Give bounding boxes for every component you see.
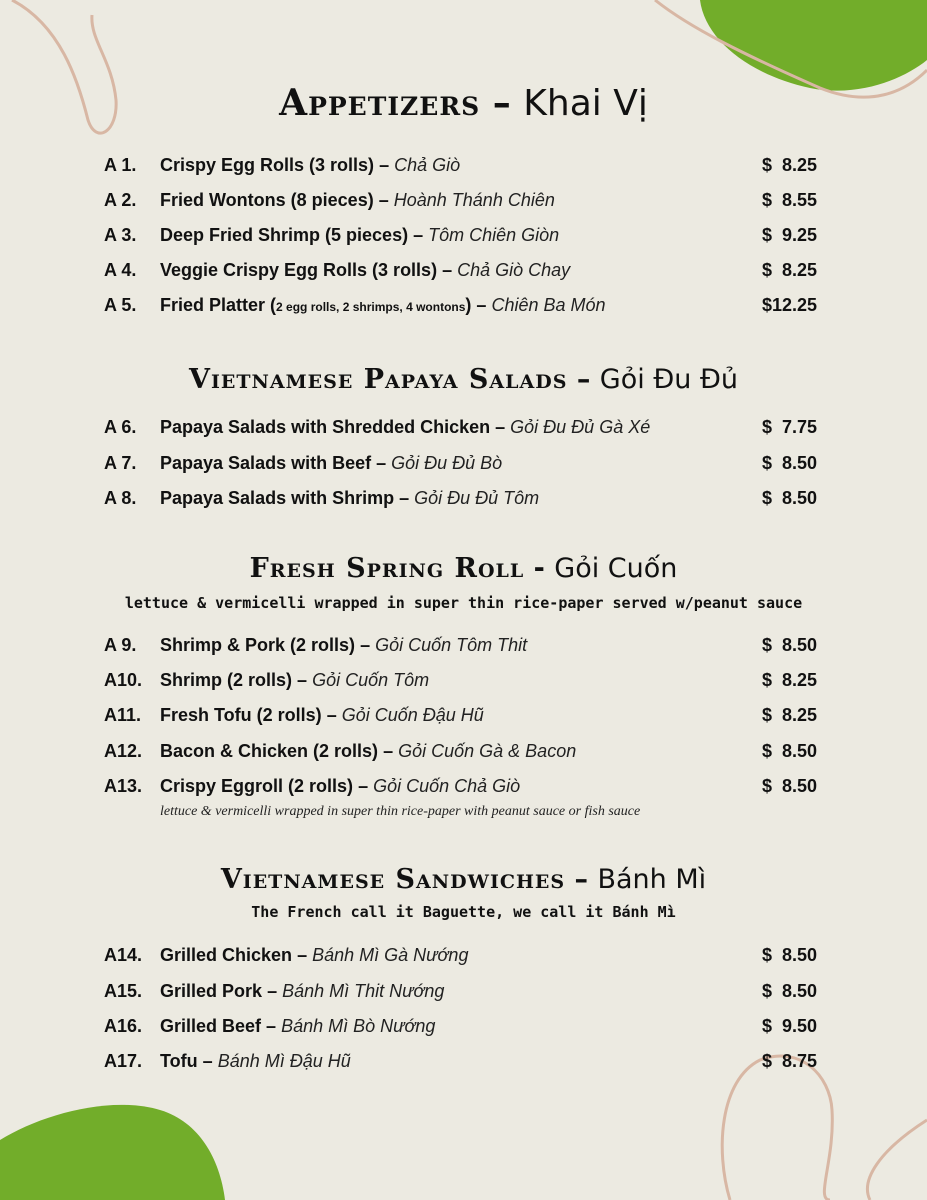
item-code: A16. [104, 1016, 143, 1036]
item-price: $ 7.75 [762, 417, 818, 437]
item-note: lettuce & vermicelli wrapped in super thin rice-paper with peanut sauce or fish sauce [160, 804, 641, 819]
section-subtitle: lettuce & vermicelli wrapped in super thin rice-paper served w/peanut sauce [124, 594, 803, 612]
menu-item: A 6. Papaya Salads with Shredded Chicken – Gỏi Đu Đủ Gà Xé $ 7.75 [0, 417, 927, 441]
menu-item: A 2. Fried Wontons (8 pieces) – Hoành Thánh Chiên $ 8.55 [0, 190, 927, 214]
item-price: $ 8.25 [762, 155, 818, 175]
item-name: Grilled Pork [160, 981, 263, 1001]
item-name: Crispy Eggroll (2 rolls) [160, 776, 354, 796]
item-price: $ 9.25 [762, 225, 818, 245]
item-price: $ 8.50 [762, 635, 818, 655]
section-title-en: Fresh Spring Roll [249, 553, 525, 584]
item-code: A 8. [104, 488, 137, 508]
item-name-vi: Bánh Mì Bò Nướng [281, 1016, 436, 1036]
item-name: Grilled Chicken [160, 945, 293, 965]
item-name: Shrimp & Pork (2 rolls) [160, 635, 356, 655]
menu-item: A13. Crispy Eggroll (2 rolls) – Gỏi Cuốn Chả Giò $ 8.50 [0, 776, 927, 800]
item-price: $ 8.50 [762, 945, 818, 965]
item-price: $ 8.25 [762, 705, 818, 725]
item-code: A 5. [104, 295, 137, 315]
item-name: Fried Wontons (8 pieces) [160, 190, 374, 210]
item-code: A15. [104, 981, 143, 1001]
menu-item: A15. Grilled Pork – Bánh Mì Thit Nướng $ 8.50 [0, 981, 927, 1005]
item-name-vi: Tôm Chiên Giòn [428, 225, 560, 245]
menu-item: A 5. Fried Platter (2 egg rolls, 2 shrimps, 4 wontons) – Chiên Ba Món $12.25 [0, 295, 927, 319]
item-name-vi: Gỏi Đu Đủ Bò [391, 453, 503, 473]
item-name-vi: Gỏi Đu Đủ Tôm [414, 488, 540, 508]
item-code: A 4. [104, 260, 137, 280]
section-title-vi: Bánh Mì [597, 864, 707, 895]
item-code: A11. [104, 705, 142, 725]
section-title-en: Appetizers [279, 82, 481, 124]
item-price: $ 8.55 [762, 190, 818, 210]
section-title-appetizers: Appetizers – Khai Vị [279, 82, 648, 124]
item-name: Deep Fried Shrimp (5 pieces) [160, 225, 409, 245]
menu-item: A 3. Deep Fried Shrimp (5 pieces) – Tôm Chiên Giòn $ 9.25 [0, 225, 927, 249]
item-code: A 1. [104, 155, 137, 175]
section-title-en: Vietnamese Papaya Salads [189, 364, 568, 395]
section-subtitle: The French call it Baguette, we call it Bánh Mì [251, 903, 676, 921]
item-code: A14. [104, 945, 143, 965]
menu-item: A14. Grilled Chicken – Bánh Mì Gà Nướng $ 8.50 [0, 945, 927, 969]
menu-item: A 8. Papaya Salads with Shrimp – Gỏi Đu Đủ Tôm $ 8.50 [0, 488, 927, 512]
item-price: $ 8.50 [762, 776, 818, 796]
item-code: A10. [104, 670, 143, 690]
item-name-vi: Chả Giò Chay [457, 260, 571, 280]
item-code: A 6. [104, 417, 137, 437]
item-name: Papaya Salads with Shredded Chicken [160, 417, 491, 437]
item-name-vi: Bánh Mì Thit Nướng [282, 981, 445, 1001]
section-title-en: Vietnamese Sandwiches [220, 864, 566, 895]
item-price: $12.25 [762, 295, 818, 315]
top-right-green-blob [700, 0, 927, 91]
item-price: $ 8.25 [762, 670, 818, 690]
menu-item: A 1. Crispy Egg Rolls (3 rolls) – Chả Giò $ 8.25 [0, 155, 927, 179]
item-name-vi: Gỏi Cuốn Chả Giò [373, 776, 521, 796]
bottom-right-curve [722, 1056, 927, 1200]
item-name: Veggie Crispy Egg Rolls (3 rolls) [160, 260, 438, 280]
section-title-vi: Gỏi Đu Đủ [599, 364, 738, 395]
item-name-vi: Gỏi Đu Đủ Gà Xé [510, 417, 651, 437]
item-name-vi: Bánh Mì Đậu Hũ [217, 1051, 351, 1071]
item-price: $ 8.50 [762, 488, 818, 508]
item-name: Tofu [160, 1051, 198, 1071]
item-name-vi: Hoành Thánh Chiên [393, 190, 555, 210]
bottom-left-green-blob [0, 1105, 225, 1200]
item-code: A 7. [104, 453, 137, 473]
section-title-papaya-salads: Vietnamese Papaya Salads – Gỏi Đu Đủ [189, 364, 738, 395]
menu-item: A11. Fresh Tofu (2 rolls) – Gỏi Cuốn Đậu Hũ $ 8.25 [0, 705, 927, 729]
item-code: A 2. [104, 190, 137, 210]
item-price: $ 8.50 [762, 741, 818, 761]
item-code: A12. [104, 741, 143, 761]
item-price: $ 9.50 [762, 1016, 818, 1036]
menu-item: A17. Tofu – Bánh Mì Đậu Hũ $ 8.75 [0, 1051, 927, 1075]
section-title-fresh-spring-roll: Fresh Spring Roll - Gỏi Cuốn [249, 553, 678, 584]
item-name: Bacon & Chicken (2 rolls) [160, 741, 379, 761]
item-price: $ 8.50 [762, 453, 818, 473]
item-name: Crispy Egg Rolls (3 rolls) [160, 155, 375, 175]
item-code: A 3. [104, 225, 137, 245]
item-name-vi: Bánh Mì Gà Nướng [312, 945, 469, 965]
menu-item: A 7. Papaya Salads with Beef – Gỏi Đu Đủ Bò $ 8.50 [0, 453, 927, 477]
item-price: $ 8.25 [762, 260, 818, 280]
item-code: A13. [104, 776, 143, 796]
item-name-vi: Chả Giò [394, 155, 461, 175]
section-title-vi: Gỏi Cuốn [554, 553, 678, 584]
item-name-detail: 2 egg rolls, 2 shrimps, 4 wontons [276, 300, 466, 314]
item-code: A 9. [104, 635, 137, 655]
item-name: Shrimp (2 rolls) [160, 670, 293, 690]
menu-item: A 4. Veggie Crispy Egg Rolls (3 rolls) – Chả Giò Chay $ 8.25 [0, 260, 927, 284]
menu-item: A16. Grilled Beef – Bánh Mì Bò Nướng $ 9.50 [0, 1016, 927, 1040]
item-name-vi: Chiên Ba Món [491, 295, 606, 315]
section-title-sandwiches: Vietnamese Sandwiches – Bánh Mì [220, 864, 707, 895]
item-name: Papaya Salads with Beef [160, 453, 372, 473]
item-name-vi: Gỏi Cuốn Tôm Thit [375, 635, 528, 655]
item-price: $ 8.75 [762, 1051, 818, 1071]
item-name: Fried Platter (2 egg rolls, 2 shrimps, 4 wontons) [160, 295, 472, 315]
item-name-vi: Gỏi Cuốn Tôm [312, 670, 430, 690]
item-name: Papaya Salads with Shrimp [160, 488, 395, 508]
menu-item: A10. Shrimp (2 rolls) – Gỏi Cuốn Tôm $ 8.25 [0, 670, 927, 694]
item-name: Grilled Beef [160, 1016, 262, 1036]
item-code: A17. [104, 1051, 143, 1071]
menu-item: A 9. Shrimp & Pork (2 rolls) – Gỏi Cuốn Tôm Thit $ 8.50 [0, 635, 927, 659]
item-name-vi: Gỏi Cuốn Đậu Hũ [341, 705, 484, 725]
menu-item: A12. Bacon & Chicken (2 rolls) – Gỏi Cuốn Gà & Bacon $ 8.50 [0, 741, 927, 765]
item-name-vi: Gỏi Cuốn Gà & Bacon [398, 741, 577, 761]
section-title-vi: Khai Vị [523, 83, 648, 124]
item-price: $ 8.50 [762, 981, 818, 1001]
item-name: Fresh Tofu (2 rolls) [160, 705, 322, 725]
